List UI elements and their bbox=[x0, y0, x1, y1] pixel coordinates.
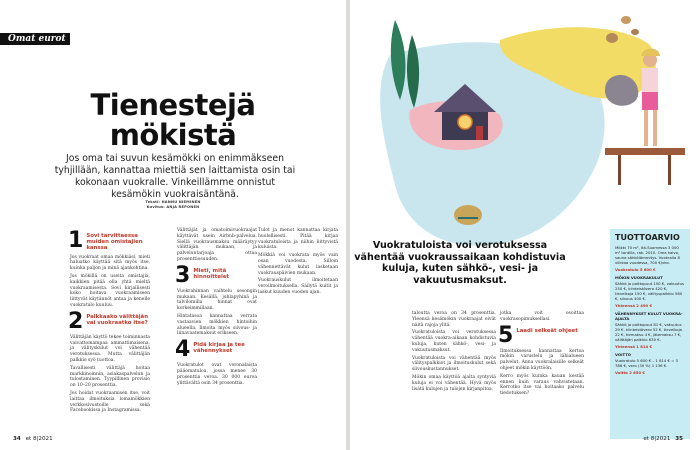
box-heading-profit: VOITTO bbox=[615, 352, 632, 357]
subsection-5 bbox=[498, 322, 584, 348]
text-column-2 bbox=[177, 228, 257, 433]
box-costs-total: Yhteensä 2 490 € bbox=[615, 303, 653, 308]
box-heading-deductions: VÄHENNYKSET KULUT VUOKRA-AJALTA bbox=[615, 311, 683, 321]
right-page bbox=[350, 0, 696, 450]
subhead-4: Pidä kirjaa ja tee vähennykset bbox=[193, 342, 245, 355]
paragraph: Välittäjän käyttö tekee toiminnasta vaivattomampaa ammattimaisena, ja välityskulut voi vähentää verotuksessa. Mutta välittäjän palkkio syö tuottoa. bbox=[70, 334, 150, 363]
tip-number-3: 3 bbox=[175, 262, 191, 288]
box-costs: Sähkö ja polttopuut 150 €, vakuutus 250 €, kiinteistövero 420 €, tievelkoja 150 €, välityspalkkio 560 €, siivous 400 €. bbox=[615, 281, 684, 301]
issue-label-left: et 8|2021 bbox=[25, 436, 53, 442]
paragraph: Vuokratulot ovat veronalaista pääomatuloa, jossa menee 30 prosenttia veroa. 30 000 euroa ylittävältä osin 34 prosenttia. bbox=[177, 363, 257, 386]
box-income: Vuokratulo 5 600 € bbox=[615, 267, 656, 272]
paragraph: Vuokratuloista voi verotuksessa vähentää vuokra-aikaan kohdistuvia kuluja, kuten sähkö-, vesi- ja vakuutusmaksut. bbox=[412, 330, 496, 353]
person-leg bbox=[644, 110, 648, 146]
text-column-3 bbox=[258, 228, 338, 433]
byline bbox=[0, 200, 346, 210]
person-shorts bbox=[642, 92, 658, 110]
box-deductions: Sähkö ja polttopuut 81 €, vakuutus 29 €, kiinteistövero 52 €, tievelkoja 22 €, tiemaksu 4 €, jätemaksu 7 €, välittäjän palkkio 630 €. bbox=[615, 322, 682, 342]
pier-post bbox=[668, 155, 671, 185]
box-profit: Vuokratulo 5 600 € – 1 814 € = 3 786 €, vero (30 %) 1 136 €. bbox=[615, 358, 678, 368]
box-intro: Mökki 70 m², Itä-Suomessa 3 000 m² tontilla, rak. 2010. Oma kaivo, sauna sähkölämmitys. Vuokralla 8 viikkoa vuodessa, 700 €/vko. bbox=[615, 245, 680, 265]
paragraph: Mökkiä voi vuokrata myös vain osan vuodesta. Silloin vähennettävät kulut lasketaan vuokrauspäivien mukaan. bbox=[258, 253, 338, 276]
article-ingress: Jos oma tai suvun kesämökki on enimmäkseen tyhjillään, kannattaa miettiä sen laittamista osin tai kokonaan vuokralle. Vinkeillämme onnistut kesämökin vuokraisäntänä. bbox=[54, 153, 296, 200]
paragraph: Jos mökillä on useita omistajia, kaikkien pitää olla yhtä mieltä vuokraamisesta. Sovi kirjallisesti koko hoitava vuokraamiseen liittyvät käytännöt antaa ja kenelle vuokratulo kuuluu. bbox=[70, 274, 150, 308]
subhead-5: Laadi selkeät ohjeet bbox=[516, 327, 578, 334]
subsection-4 bbox=[175, 337, 257, 363]
paragraph: Ilmoituksessa kannattaa kertoa mökin varustelu ja lähialueen palvelut. Anna vuokralaisille selkeät ohjeet mökin käyttöön. bbox=[500, 348, 584, 371]
subhead-2: Palkkaako välittäjän vai vuokraatko itse? bbox=[86, 313, 149, 326]
box-deductions-total: Yhteensä 1 814 € bbox=[615, 344, 653, 349]
cottage-illustration bbox=[350, 0, 696, 268]
section-tag: Omat eurot bbox=[0, 33, 70, 45]
coin-icon bbox=[621, 16, 631, 24]
profit-estimate-box bbox=[610, 229, 690, 439]
paragraph: Jos vuokraat omaa mökkiäsi, mieti haluatko käyttää sitä myös itse, kuinka paljon ja minä ajankohtina. bbox=[70, 254, 150, 272]
folio-left bbox=[10, 436, 53, 442]
right-text-column-2 bbox=[500, 311, 584, 436]
pull-quote: Vuokratuloista voi verotuksessa vähentää vuokraussaikaan kohdistuvia kuluja, kuten sähkö-, vesi- ja vakuutusmaksut. bbox=[354, 240, 566, 286]
subsection-3 bbox=[175, 262, 257, 288]
paragraph: Vuokratuloista voi vähentää myös välityspalkkiot ja ilmoituskulut sekä siivouskustannukset. bbox=[412, 355, 496, 373]
subsection-2 bbox=[68, 308, 150, 334]
tip-number-1: 1 bbox=[68, 228, 84, 253]
subsection-1 bbox=[68, 228, 150, 253]
paragraph: jotka voit osoittaa vuokrasopimuksellasi. bbox=[500, 311, 584, 322]
paragraph: Tavallisesti välittäjä hoitaa markkinoinnin, asiakaspalvelun ja tulostaminen. Tyypillinen provisio on 10–20 prosenttia. bbox=[70, 365, 150, 389]
paragraph: Tulot ja menot kannattaa kirjata huolellisesti. Pitää kirjaa vuokratuloista ja niihin liittyvistä kuluista. bbox=[258, 228, 338, 251]
paragraph: Vuokrauskulut ilmoitetaan veroilmoituksella. Säilytä kuitit ja laskut kuuden vuoden ajan. bbox=[258, 278, 338, 295]
person-leg bbox=[653, 110, 657, 146]
page-number-right: 35 bbox=[675, 436, 683, 442]
paragraph: Mökin omaa käyttöä ajalta syntyviä kuluja ei voi vähentää. Hyvä myös lisätä kulujen ja tulojen kirjanpitoa. bbox=[412, 374, 496, 392]
box-heading-costs: MÖKIN VUOKRAKULUT bbox=[615, 275, 663, 280]
paragraph: Jos hoidat vuokraamisen itse, voit laittaa ilmoituksia lomamökkien verkkosivustoille sekä Facebookissa ja Instagramissa. bbox=[70, 390, 150, 414]
folio-right bbox=[643, 436, 686, 442]
title-line-2: mökistä bbox=[109, 118, 237, 152]
text-column-1 bbox=[70, 228, 150, 433]
paragraph: Välittäjät ja omatoimivuokraajat käyttävät usein Airbnb-palvelua. Siellä vuokrausmaksu määräytyy välittäjän mukaan, ja palveluntarjoaja ottaa prosenttiosuuden. bbox=[177, 228, 257, 262]
subhead-3: Mieti, mitä hinnoittelet bbox=[193, 267, 230, 280]
tip-number-5: 5 bbox=[498, 322, 514, 348]
left-page bbox=[0, 0, 346, 450]
byline-author: Teksti: HANNU NIEMINEN bbox=[145, 200, 201, 204]
tip-number-2: 2 bbox=[68, 308, 84, 334]
cottage-window bbox=[458, 115, 472, 129]
box-profit-total: Voitto 2 650 € bbox=[615, 370, 646, 375]
pier-post bbox=[618, 155, 621, 185]
pier-deck bbox=[605, 148, 685, 155]
right-text-column-1 bbox=[412, 311, 496, 436]
coin-icon bbox=[631, 29, 639, 35]
title-line-1: Tienestejä bbox=[90, 88, 256, 122]
paragraph: Kerro myös kuinka kauan kestää ennen kuin varaus vahvistetaan. Kerrotko itse vai hoitaako palvelu tiedotuksen? bbox=[500, 373, 584, 397]
paragraph: Vuokrahinnan vaihtelu sesongin mukaan. Kesällä, juhlapyhinä ja talvilomilla hinnat ovat korkeimmillaan. bbox=[177, 288, 257, 312]
subhead-1: Sovi tarvittaessa muiden omistajien kanssa bbox=[86, 233, 143, 252]
tip-number-4: 4 bbox=[175, 337, 191, 363]
paragraph: taloutta veroa on 34 prosenttia. Yleensä kesämökin vuokraajat eivät näitä rajoja ylitä. bbox=[412, 311, 496, 328]
floating-bag bbox=[454, 205, 482, 225]
byline-illustrator: Kuvitus: ANJA REPONEN bbox=[146, 205, 200, 209]
article-title bbox=[0, 90, 346, 150]
paragraph: Hintatasoa kannattaa verrata vastaavien mökkien hintoihin alueella. Ilmoita myös siivous- ja liinavaatemaksut erikseen. bbox=[177, 313, 257, 337]
cottage-door bbox=[476, 126, 483, 140]
page-number-left: 34 bbox=[13, 436, 21, 442]
person-shirt bbox=[642, 68, 658, 92]
coin-icon bbox=[606, 33, 618, 43]
issue-label-right: et 8|2021 bbox=[643, 436, 671, 442]
box-title: TUOTTOARVIO bbox=[615, 233, 680, 242]
